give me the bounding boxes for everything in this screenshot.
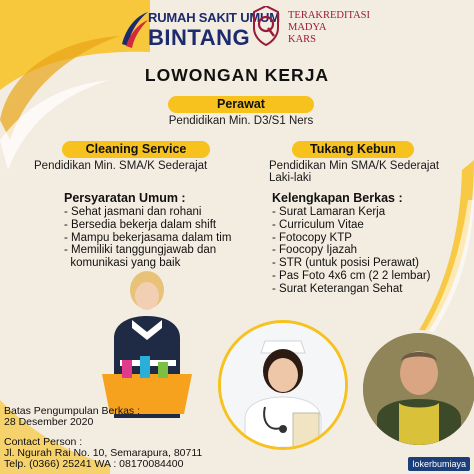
list-item: komunikasi yang baik — [64, 257, 181, 270]
contact-block — [4, 437, 202, 470]
list-item: - Sehat jasmani dan rohani — [64, 206, 202, 218]
poster-title: LOWONGAN KERJA — [144, 65, 330, 85]
hospital-name-line2: BINTANG — [148, 25, 251, 50]
hospital-swirl-icon — [118, 8, 150, 50]
contact-phone: Telp. (0366) 25241 WA : 08170084400 — [4, 458, 184, 470]
list-item: - Fotocopy KTP — [272, 231, 352, 244]
list-item: - Pas Foto 4x6 cm (2 2 lembar) — [272, 269, 431, 282]
list-item: - Curriculum Vitae — [272, 218, 364, 231]
documents-title: Kelengkapan Berkas : — [272, 191, 403, 205]
gardener-photo — [360, 330, 474, 448]
hospital-name-line1: RUMAH SAKIT UMUM — [148, 10, 280, 25]
cleaning-staff-photo — [92, 268, 202, 418]
position-cleaning-badge: Cleaning Service — [62, 141, 210, 158]
kebun-requirement-gender: Laki-laki — [269, 172, 312, 184]
general-requirements-title: Persyaratan Umum : — [64, 191, 186, 205]
accreditation-line1: TERAKREDITASI — [288, 10, 370, 21]
kebun-requirement-education: Pendidikan Min SMA/K Sederajat — [269, 160, 440, 172]
watermark-badge: lokerbumiaya — [408, 457, 470, 471]
accreditation-text — [288, 10, 370, 46]
list-item: - Surat Keterangan Sehat — [272, 282, 403, 295]
documents-list — [272, 206, 431, 296]
kars-emblem-icon — [250, 6, 282, 46]
deadline-block — [4, 406, 140, 428]
nurse-photo — [218, 320, 348, 450]
list-item: - Surat Lamaran Kerja — [272, 206, 386, 218]
contact-label: Contact Person : — [4, 436, 83, 448]
accreditation-line3: KARS — [288, 34, 317, 45]
nurse-illustration — [221, 323, 345, 447]
list-item: - Foocopy Ijazah — [272, 244, 358, 257]
deadline-label: Batas Pengumpulan Berkas : — [4, 405, 140, 417]
cleaning-requirement: Pendidikan Min. SMA/K Sederajat — [34, 160, 208, 172]
accreditation-line2: MADYA — [288, 22, 327, 33]
list-item: - Mampu bekerjasama dalam tim — [64, 231, 232, 244]
list-item: - STR (untuk posisi Perawat) — [272, 257, 419, 270]
deadline-date: 28 Desember 2020 — [4, 416, 94, 428]
contact-address: Jl. Ngurah Rai No. 10, Semarapura, 80711 — [4, 447, 203, 459]
position-kebun-badge: Tukang Kebun — [292, 141, 414, 158]
position-perawat-badge: Perawat — [168, 96, 314, 113]
accreditation-logo — [250, 6, 390, 52]
gardener-illustration — [363, 333, 474, 445]
list-item: - Bersedia bekerja dalam shift — [64, 218, 217, 231]
list-item: - Memiliki tanggungjawab dan — [64, 244, 217, 257]
hospital-logo — [118, 6, 280, 52]
general-requirements-list — [64, 206, 231, 270]
perawat-requirement: Pendidikan Min. D3/S1 Ners — [168, 115, 314, 127]
